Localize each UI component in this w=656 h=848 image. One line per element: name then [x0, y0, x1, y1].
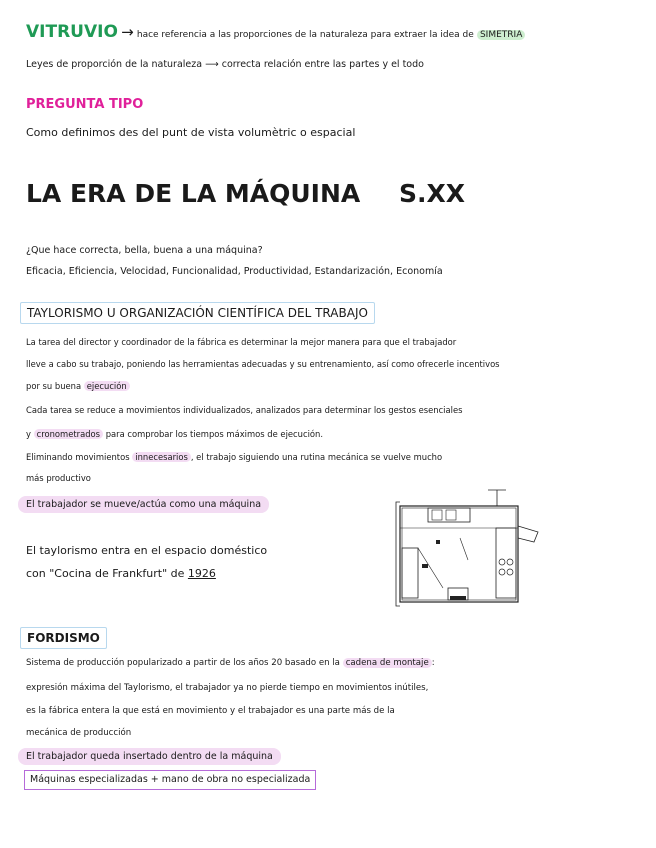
p6-text-c: , el trabajo siguiendo una rutina mecánica se vuelve mucho	[190, 452, 443, 462]
p3-text: por su buena	[26, 381, 82, 391]
fordismo-summary: El trabajador queda insertado dentro de la máquina	[18, 748, 281, 765]
ejecucion-highlight: ejecución	[84, 381, 130, 391]
cadena-montaje-highlight: cadena de montaje	[343, 658, 432, 668]
fordismo-boxed-note: Máquinas especializadas + mano de obra no especializada	[24, 770, 316, 790]
p5-y: y	[26, 429, 31, 439]
vitruvio-line2: Leyes de proporción de la naturaleza ⟶ correcta relación entre las partes y el todo	[26, 59, 424, 70]
domestic-text: con "Cocina de Frankfurt" de	[26, 567, 185, 580]
taylorismo-p5	[26, 428, 323, 441]
pregunta-title: PREGUNTA TIPO	[26, 97, 144, 112]
fordismo-title: FORDISMO	[20, 627, 107, 649]
taylorismo-p7: más productivo	[26, 473, 91, 483]
arrow: →	[121, 23, 134, 41]
p5-text: para comprobar los tiempos máximos de ejecución.	[105, 429, 323, 439]
colon: :	[431, 658, 435, 668]
domestic-line2	[26, 567, 216, 580]
taylorismo-p1: La tarea del director y coordinador de la fábrica es determinar la mejor manera para que el trabajador	[26, 337, 457, 347]
vitruvio-title: VITRUVIO	[26, 22, 118, 42]
era-question: ¿Que hace correcta, bella, buena a una máquina?	[26, 245, 263, 256]
fordismo-p1-text: Sistema de producción popularizado a partir de los años 20 basado en la	[26, 658, 340, 668]
taylorismo-p6	[26, 451, 442, 464]
fordismo-p4: mecánica de producción	[26, 728, 132, 738]
frankfurt-kitchen-floorplan-icon	[388, 488, 548, 610]
taylorismo-title: TAYLORISMO U ORGANIZACIÓN CIENTÍFICA DEL TRABAJO	[20, 302, 375, 324]
innecesarios-highlight: innecesarios	[132, 452, 191, 462]
era-title: LA ERA DE LA MÁQUINA	[26, 179, 361, 208]
taylorismo-p3	[26, 380, 130, 393]
cronometrados-highlight: cronometrados	[34, 429, 103, 439]
taylorismo-p2: lleve a cabo su trabajo, poniendo las herramientas adecuadas y su entrenamiento, así como ofrecerle incentivos	[26, 359, 500, 369]
p6-text-a: Eliminando movimientos	[26, 452, 130, 462]
vitruvio-text: hace referencia a las proporciones de la naturaleza para extraer la idea de	[136, 30, 474, 40]
year-1926: 1926	[187, 567, 216, 580]
fordismo-p1	[26, 657, 435, 670]
pregunta-text: Como definimos des del punt de vista volumètric o espacial	[26, 126, 356, 139]
era-list: Eficacia, Eficiencia, Velocidad, Funcionalidad, Productividad, Estandarización, Economía	[26, 266, 443, 277]
taylorismo-p4: Cada tarea se reduce a movimientos individualizados, analizados para determinar los gestos esenciales	[26, 405, 463, 415]
fordismo-p3: es la fábrica entera la que está en movimiento y el trabajador es una parte más de la	[26, 706, 395, 716]
fordismo-p2: expresión máxima del Taylorismo, el trabajador ya no pierde tiempo en movimientos inútiles,	[26, 683, 429, 693]
era-century: S.XX	[398, 179, 466, 208]
simetria-highlight: SIMETRIA	[477, 30, 525, 40]
taylorismo-summary: El trabajador se mueve/actúa como una máquina	[18, 496, 269, 513]
era-heading	[26, 178, 465, 210]
vitruvio-line	[26, 22, 525, 42]
domestic-line1: El taylorismo entra en el espacio doméstico	[26, 544, 268, 557]
